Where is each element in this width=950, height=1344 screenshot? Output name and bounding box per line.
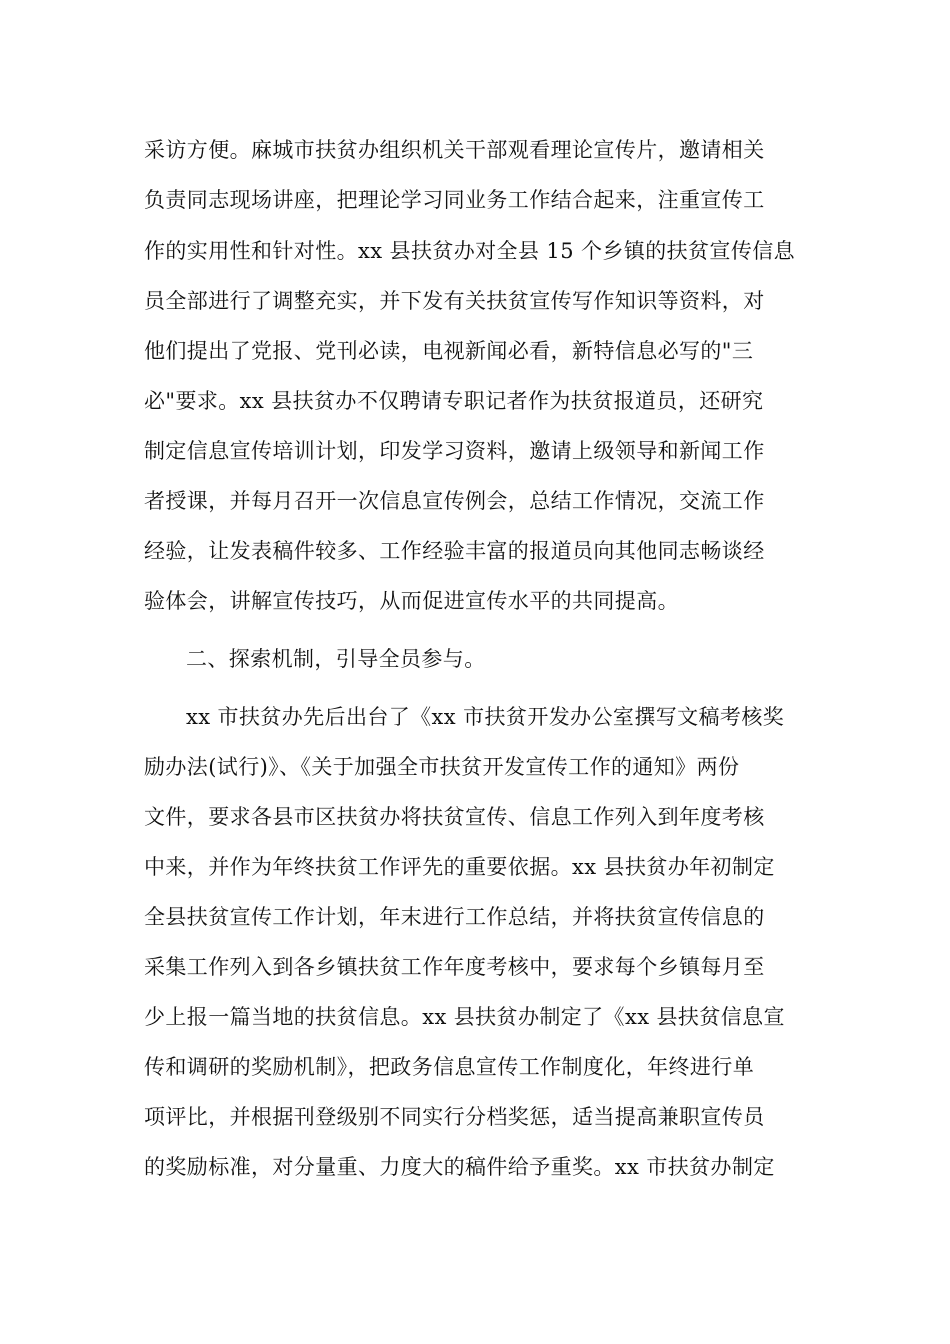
paragraph-line: 项评比，并根据刊登级别不同实行分档奖惩，适当提高兼职宣传员 [144, 1105, 765, 1129]
paragraph-line: 采集工作列入到各乡镇扶贫工作年度考核中，要求每个乡镇每月至 [144, 955, 765, 979]
paragraph-line: 他们提出了党报、党刊必读，电视新闻必看，新特信息必写的"三 [144, 339, 754, 363]
paragraph-line: 经验，让发表稿件较多、工作经验丰富的报道员向其他同志畅谈经 [144, 539, 765, 563]
paragraph-line: 文件，要求各县市区扶贫办将扶贫宣传、信息工作列入到年度考核 [144, 805, 765, 829]
paragraph-line: 励办法(试行)》、《关于加强全市扶贫开发宣传工作的通知》两份 [144, 755, 740, 779]
paragraph-line: 制定信息宣传培训计划，印发学习资料，邀请上级领导和新闻工作 [144, 439, 765, 463]
paragraph-line: 作的实用性和针对性。xx 县扶贫办对全县 15 个乡镇的扶贫宣传信息 [144, 239, 796, 263]
paragraph-line: 必"要求。xx 县扶贫办不仅聘请专职记者作为扶贫报道员，还研究 [144, 389, 764, 413]
paragraph-line: 少上报一篇当地的扶贫信息。xx 县扶贫办制定了《xx 县扶贫信息宣 [144, 1005, 785, 1029]
paragraph-line: 负责同志现场讲座，把理论学习同业务工作结合起来，注重宣传工 [144, 188, 765, 212]
paragraph-line: 采访方便。麻城市扶贫办组织机关干部观看理论宣传片，邀请相关 [144, 138, 765, 162]
paragraph-line: 验体会，讲解宣传技巧，从而促进宣传水平的共同提高。 [144, 589, 679, 613]
paragraph-line: 的奖励标准，对分量重、力度大的稿件给予重奖。xx 市扶贫办制定 [144, 1155, 775, 1179]
paragraph-line: 者授课，并每月召开一次信息宣传例会，总结工作情况，交流工作 [144, 489, 765, 513]
paragraph-line: 员全部进行了调整充实，并下发有关扶贫宣传写作知识等资料，对 [144, 289, 765, 313]
paragraph-line: 全县扶贫宣传工作计划，年末进行工作总结，并将扶贫宣传信息的 [144, 905, 765, 929]
paragraph-line: xx 市扶贫办先后出台了《xx 市扶贫开发办公室撰写文稿考核奖 [186, 705, 785, 729]
paragraph-line: 传和调研的奖励机制》，把政务信息宣传工作制度化，年终进行单 [144, 1055, 755, 1079]
paragraph-line: 中来，并作为年终扶贫工作评先的重要依据。xx 县扶贫办年初制定 [144, 855, 775, 879]
section-heading: 二、探索机制，引导全员参与。 [186, 647, 486, 671]
